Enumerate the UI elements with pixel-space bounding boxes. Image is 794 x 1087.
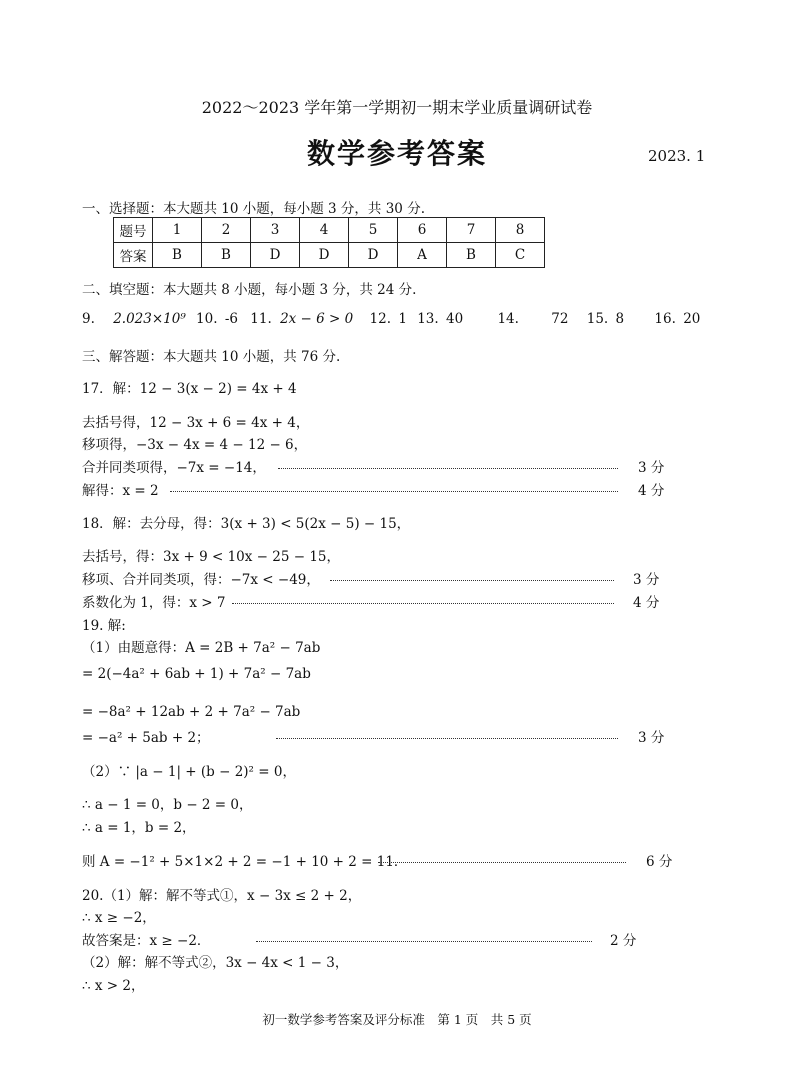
dotted-leader (330, 570, 614, 581)
table-row (114, 243, 545, 268)
q19-line: （2）∵ |a − 1| + (b − 2)² = 0， (82, 764, 296, 780)
fill-answer-value: 20 (683, 311, 701, 327)
q19-line: （1）由题意得：A = 2B + 7a² − 7ab (82, 640, 321, 656)
exam-title: 2022～2023 学年第一学期初一期末学业质量调研试卷 (201, 98, 593, 117)
table-cell: B (202, 243, 251, 268)
score-label: 4 分 (638, 483, 665, 499)
fill-answers-row (82, 311, 700, 327)
table-cell: 答案 (114, 243, 153, 268)
q19-line: 则 A = −1² + 5×1×2 + 2 = −1 + 10 + 2 = 11． (82, 854, 408, 870)
fill-answer-value: 1 (398, 311, 407, 327)
table-cell: D (300, 243, 349, 268)
fill-answer-value: 72 (551, 311, 569, 327)
fill-answer-value: 8 (615, 311, 625, 327)
dotted-leader (278, 458, 618, 469)
table-cell: B (447, 243, 496, 268)
dotted-leader (232, 593, 614, 604)
q17-line: 移项得，−3x − 4x = 4 − 12 − 6， (82, 437, 308, 453)
score-label: 4 分 (633, 595, 660, 611)
table-cell: 1 (153, 218, 202, 243)
q17-line: 17．解：12 − 3(x − 2) = 4x + 4 (82, 381, 297, 397)
table-cell: 题号 (114, 218, 153, 243)
fill-answer-num: 10. (196, 311, 218, 327)
dotted-leader (170, 481, 618, 492)
table-cell: B (153, 243, 202, 268)
table-cell: 3 (251, 218, 300, 243)
dotted-leader (276, 728, 618, 739)
fill-answer-value: 2.023×10⁹ (113, 311, 186, 327)
dotted-leader (378, 852, 626, 863)
section3-heading: 三、解答题：本大题共 10 小题，共 76 分. (82, 349, 341, 365)
q20-line: ∴ x > 2， (82, 978, 145, 994)
fill-answer-num: 16. (654, 311, 676, 327)
q19-line: = 2(−4a² + 6ab + 1) + 7a² − 7ab (82, 666, 311, 682)
q17-line: 解得：x = 2 (82, 483, 159, 499)
table-cell: 8 (496, 218, 545, 243)
fill-answer-num: 11. (250, 311, 272, 327)
table-cell: 5 (349, 218, 398, 243)
fill-answer-num: 12. (369, 311, 392, 327)
fill-answer-value: 2x − 6 > 0 (280, 311, 354, 327)
section1-heading: 一、选择题：本大题共 10 小题，每小题 3 分，共 30 分. (82, 201, 425, 217)
table-cell: 2 (202, 218, 251, 243)
q19-line: ∴ a − 1 = 0，b − 2 = 0， (82, 797, 253, 813)
q20-line: 故答案是：x ≥ −2． (82, 933, 211, 949)
table-cell: D (251, 243, 300, 268)
fill-answer-num: 14. (497, 311, 519, 327)
fill-answer-value: 40 (445, 311, 464, 327)
table-cell: 6 (398, 218, 447, 243)
q20-line: ∴ x ≥ −2， (82, 910, 156, 926)
document-title: 数学参考答案 (306, 137, 487, 170)
score-label: 3 分 (633, 572, 660, 588)
section2-heading: 二、填空题：本大题共 8 小题，每小题 3 分，共 24 分. (82, 282, 417, 298)
q19-line: ∴ a = 1，b = 2， (82, 820, 196, 836)
score-label: 6 分 (646, 854, 673, 870)
q18-line: 移项、合并同类项，得：−7x < −49， (82, 572, 320, 588)
q19-line: = −a² + 5ab + 2； (82, 730, 210, 746)
q17-line: 合并同类项得，−7x = −14， (82, 460, 266, 476)
q17-line: 去括号得，12 − 3x + 6 = 4x + 4， (82, 415, 310, 431)
page-footer: 初一数学参考答案及评分标准 第 1 页 共 5 页 (262, 1012, 532, 1027)
fill-answer-num: 15. (586, 311, 609, 327)
score-label: 3 分 (638, 460, 665, 476)
score-label: 3 分 (638, 730, 665, 746)
q18-line: 去括号，得：3x + 9 < 10x − 25 − 15， (82, 549, 341, 565)
q18-line: 系数化为 1，得：x > 7 (82, 595, 226, 611)
score-label: 2 分 (610, 933, 637, 949)
table-cell: 7 (447, 218, 496, 243)
document-date: 2023. 1 (648, 147, 706, 165)
answer-table (113, 217, 545, 268)
fill-answer-value: -6 (224, 311, 238, 327)
table-cell: D (349, 243, 398, 268)
q20-line: （2）解：解不等式②，3x − 4x < 1 − 3， (82, 955, 349, 971)
dotted-leader (256, 931, 592, 942)
fill-answer-num: 9. (82, 311, 95, 327)
q19-line: = −8a² + 12ab + 2 + 7a² − 7ab (82, 704, 301, 720)
q18-line: 18．解：去分母，得：3(x + 3) < 5(2x − 5) − 15， (82, 516, 411, 532)
table-cell: C (496, 243, 545, 268)
q20-line: 20.（1）解：解不等式①，x − 3x ≤ 2 + 2， (82, 888, 362, 904)
table-cell: 4 (300, 218, 349, 243)
table-row (114, 218, 545, 243)
fill-answer-num: 13. (417, 311, 439, 327)
q19-line: 19. 解: (82, 618, 126, 634)
table-cell: A (398, 243, 447, 268)
